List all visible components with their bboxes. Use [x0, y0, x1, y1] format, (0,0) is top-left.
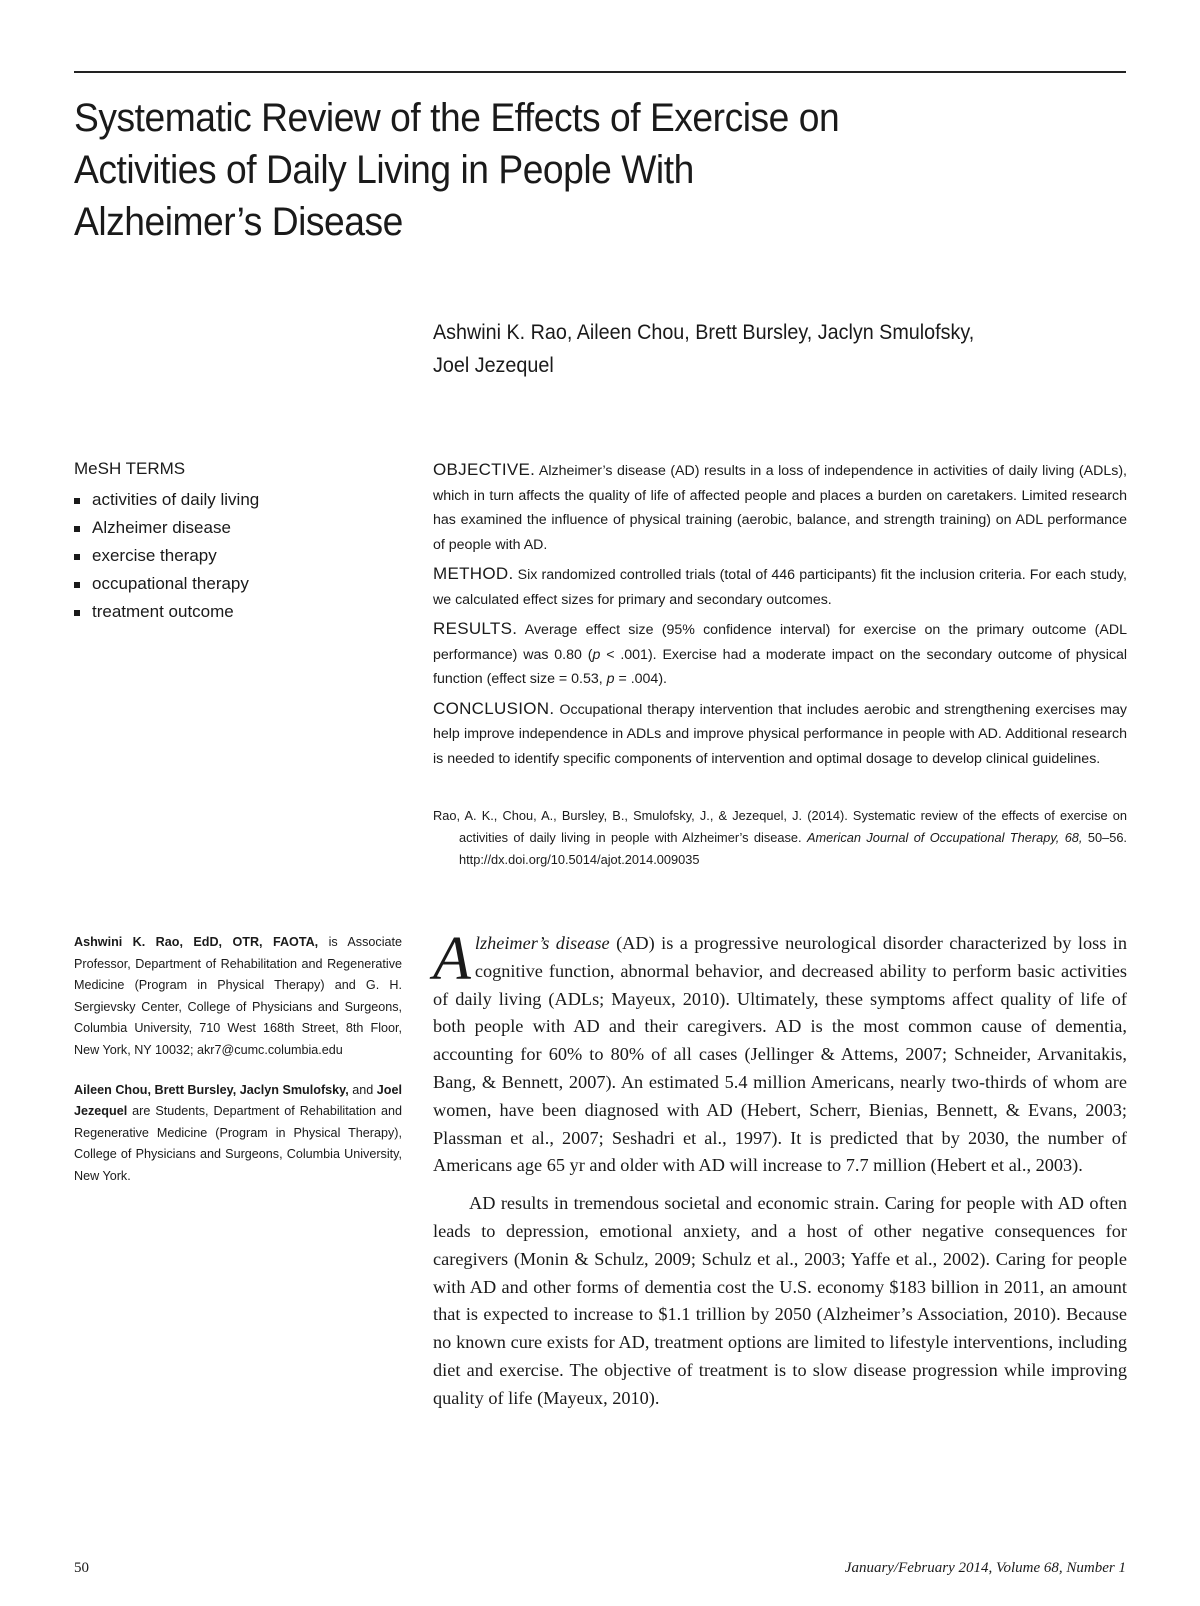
author-names: Aileen Chou, Brett Bursley, Jaclyn Smulofsky, [74, 1082, 349, 1097]
affiliation-text: and [348, 1082, 377, 1097]
abstract-label: CONCLUSION. [433, 698, 555, 718]
issue-info: January/February 2014, Volume 68, Number 1 [844, 1560, 1126, 1576]
abstract-text: Alzheimer’s disease (AD) results in a loss of independence in activities of daily living (ADLs), which in turn affects the quality of life of affected people and places a burden on caretakers. Limited research has examined the influence of physical training (aerobic, balance, and strength training) on ADL performance of people with AD. [433, 463, 1127, 553]
citation [433, 805, 1127, 871]
abstract-label: OBJECTIVE. [433, 460, 536, 479]
body-paragraph [433, 1190, 1127, 1412]
abstract-results [433, 617, 1127, 692]
abstract-conclusion [433, 697, 1127, 772]
author-line: Ashwini K. Rao, Aileen Chou, Brett Bursley, Jaclyn Smulofsky, [433, 321, 975, 344]
bullet-icon [74, 582, 80, 588]
citation-text: 50–56. http://dx.doi.org/10.5014/ajot.2014.009035 [459, 830, 1127, 867]
body-italic: lzheimer’s disease [474, 933, 610, 953]
title-line: Activities of Daily Living in People With [74, 148, 694, 192]
bullet-icon [74, 610, 80, 616]
article-title [74, 92, 1004, 248]
affiliation-primary [74, 932, 402, 1062]
abstract-method [433, 562, 1127, 612]
mesh-terms [74, 458, 394, 626]
mesh-term [74, 570, 394, 598]
abstract-objective [433, 458, 1127, 557]
affiliation-text: are Students, Department of Rehabilitation and Regenerative Medicine (Program in Physical Therapy), College of Physicians and Surgeons, Columbia University, New York. [74, 1104, 402, 1183]
affiliation-students [74, 1080, 402, 1188]
mesh-term [74, 542, 394, 570]
mesh-term-label: activities of daily living [92, 490, 260, 509]
mesh-term-label: Alzheimer disease [92, 518, 231, 537]
body-text: (AD) is a progressive neurological disorder characterized by loss in cognitive function, abnormal behavior, and decreased ability to perform basic activities of daily living (ADLs; Mayeux, 2010). Ultimately, these symptoms affect quality of life of both people with AD and their caregivers. AD is the most common cause of dementia, accounting for 60% to 80% of all cases (Jellinger & Attems, 2007; Schneider, Arvanitakis, Bang, & Bennett, 2007). An estimated 5.4 million Americans, nearly two-thirds of whom are women, have been diagnosed with AD (Hebert, Scherr, Bienias, Bennett, & Evans, 2003; Plassman et al., 2007; Seshadri et al., 1997). It is predicted that by 2030, the number of Americans age 65 yr and older with AD will increase to 7.7 million (Hebert et al., 2003). [433, 933, 1127, 1176]
mesh-heading: MeSH TERMS [74, 459, 186, 478]
mesh-list [74, 486, 394, 626]
page-number: 50 [74, 1560, 89, 1576]
affiliation-text: is Associate Professor, Department of Rehabilitation and Regenerative Medicine (Program in Physical Therapy) and G. H. Sergievsky Center, College of Physicians and Surgeons, Columbia University, 710 West 168th Street, 8th Floor, New York, NY 10032; akr7@cumc.columbia.edu [74, 935, 402, 1057]
abstract-label: METHOD. [433, 564, 514, 583]
article-body [433, 925, 1127, 1413]
mesh-term [74, 598, 394, 626]
mesh-term-label: occupational therapy [92, 574, 249, 593]
abstract-text: Occupational therapy intervention that includes aerobic and strengthening exercises may help improve independence in ADLs and improve physical performance in people with AD. Additional research is needed to identify specific components of intervention and optimal dosage to develop clinical guidelines. [433, 701, 1127, 767]
mesh-term-label: treatment outcome [92, 602, 234, 621]
abstract-text: < .001). Exercise had a moderate impact on the secondary outcome of physical function (effect size = 0.53, [433, 646, 1127, 687]
bullet-icon [74, 498, 80, 504]
citation-journal: American Journal of Occupational Therapy, 68, [806, 830, 1083, 845]
author-affiliations [74, 932, 402, 1206]
body-paragraph [433, 925, 1127, 1180]
title-line: Systematic Review of the Effects of Exercise on [74, 96, 840, 140]
mesh-term-label: exercise therapy [92, 546, 217, 565]
author-line: Joel Jezequel [433, 354, 554, 377]
drop-cap: A [433, 925, 471, 993]
p-symbol: p [592, 646, 601, 663]
mesh-term [74, 486, 394, 514]
p-symbol: p [606, 671, 615, 687]
title-line: Alzheimer’s Disease [74, 200, 403, 244]
abstract-text: Six randomized controlled trials (total of 446 participants) fit the inclusion criteria. For each study, we calculated effect sizes for primary and secondary outcomes. [433, 567, 1127, 608]
bullet-icon [74, 526, 80, 532]
abstract-text: = .004). [614, 671, 667, 687]
abstract [433, 458, 1127, 776]
bullet-icon [74, 554, 80, 560]
abstract-label: RESULTS. [433, 619, 518, 638]
author-list [433, 316, 1091, 382]
mesh-term [74, 514, 394, 542]
author-name: Ashwini K. Rao, EdD, OTR, FAOTA, [74, 935, 319, 949]
abstract-text: Average effect size (95% confidence interval) for exercise on the primary outcome (ADL performance) was 0.80 ( [433, 622, 1127, 663]
body-text: AD results in tremendous societal and economic strain. Caring for people with AD often leads to depression, emotional anxiety, and a host of other negative consequences for caregivers (Monin & Schulz, 2009; Schulz et al., 2003; Yaffe et al., 2002). Caring for people with AD and other forms of dementia cost the U.S. economy $183 billion in 2011, an amount that is expected to increase to $1.1 trillion by 2050 (Alzheimer’s Association, 2010). Because no known cure exists for AD, treatment options are limited to lifestyle interventions, including diet and exercise. The objective of treatment is to slow disease progression while improving quality of life (Mayeux, 2010). [433, 1193, 1127, 1408]
header-rule [74, 71, 1126, 73]
author-name: Joel Jezequel [74, 1082, 402, 1119]
citation-text: Rao, A. K., Chou, A., Bursley, B., Smulofsky, J., & Jezequel, J. (2014). Systematic review of the effects of exercise on activities of daily living in people with Alzheimer’s disease. [433, 808, 1127, 845]
